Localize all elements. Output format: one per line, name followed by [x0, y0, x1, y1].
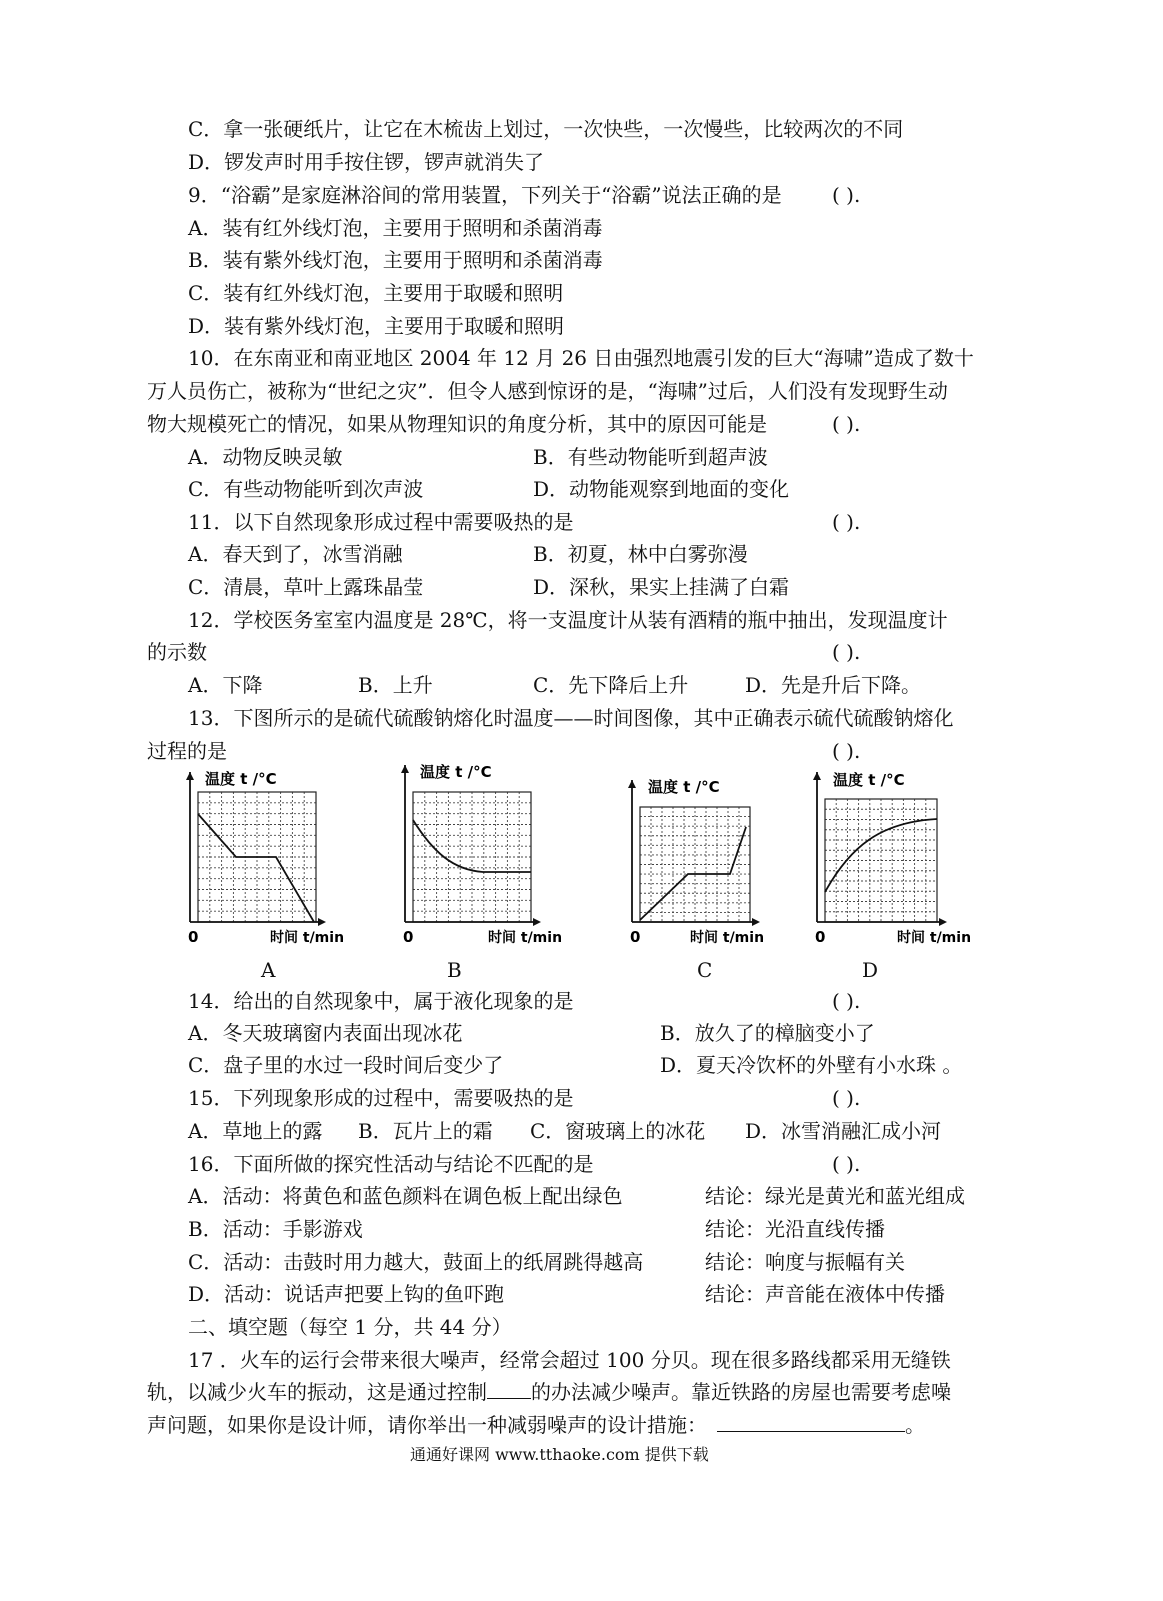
q10-option-d: D．动物能观察到地面的变化 — [533, 477, 790, 501]
graph-c-y-label: 温度 t /°C — [648, 778, 720, 796]
q16-option-d: D．活动：说话声把要上钩的鱼吓跑 — [188, 1282, 505, 1306]
graph-d-origin: 0 — [815, 928, 826, 946]
graph-d-x-arrow — [939, 918, 947, 926]
graph-a-label: A — [261, 958, 276, 982]
q17-stem-3 — [147, 1409, 925, 1441]
graph-c-y-arrow — [628, 780, 636, 788]
graph-b-origin: 0 — [403, 928, 414, 946]
q9-stem: 9．“浴霸”是家庭淋浴间的常用装置，下列关于“浴霸”说法正确的是 — [188, 183, 782, 207]
graph-a-y-label: 温度 t /°C — [205, 770, 277, 788]
graph-a-y-arrow — [186, 772, 194, 780]
q13-stem-2: 过程的是 — [147, 739, 227, 763]
graph-c-label: C — [697, 958, 713, 982]
graph-b-label: B — [447, 958, 462, 982]
q8-option-d: D．锣发声时用手按住锣，锣声就消失了 — [188, 150, 545, 174]
q17-blank-2[interactable] — [717, 1409, 905, 1432]
q12-answer-paren: ( ). — [832, 640, 861, 664]
q9-option-a: A．装有红外线灯泡，主要用于照明和杀菌消毒 — [188, 216, 603, 240]
q17-stem-2-before: 轨，以减少火车的振动，这是通过控制 — [147, 1380, 487, 1404]
q14-stem: 14．给出的自然现象中，属于液化现象的是 — [188, 989, 574, 1013]
graph-d-label: D — [862, 958, 879, 982]
q11-option-d: D．深秋，果实上挂满了白霜 — [533, 575, 790, 599]
q15-option-c: C．窗玻璃上的冰花 — [530, 1119, 706, 1143]
q17-stem-3-before: 声问题，如果你是设计师，请你举出一种减弱噪声的设计措施： — [147, 1413, 707, 1437]
q17-stem-2 — [147, 1376, 951, 1408]
q9-option-b: B．装有紫外线灯泡，主要用于照明和杀菌消毒 — [188, 248, 603, 272]
q9-option-d: D．装有紫外线灯泡，主要用于取暖和照明 — [188, 314, 565, 338]
q17-blank-1[interactable] — [487, 1376, 531, 1399]
graph-b-y-arrow — [401, 765, 409, 773]
q15-option-d: D．冰雪消融汇成小河 — [745, 1119, 942, 1143]
q12-stem-2: 的示数 — [147, 640, 207, 664]
page-footer: 通通好课网 www.tthaoke.com 提供下载 — [410, 1445, 709, 1464]
q12-option-a: A．下降 — [188, 673, 263, 697]
q15-answer-paren: ( ). — [832, 1086, 861, 1110]
q13-graphs — [0, 760, 1163, 980]
q10-stem-3: 物大规模死亡的情况，如果从物理知识的角度分析，其中的原因可能是 — [147, 412, 767, 436]
graph-c-origin: 0 — [630, 928, 641, 946]
q10-option-b: B．有些动物能听到超声波 — [533, 445, 768, 469]
q11-answer-paren: ( ). — [832, 510, 861, 534]
graph-b-y-label: 温度 t /°C — [420, 763, 492, 781]
q9-answer-paren: ( ). — [832, 183, 861, 207]
graph-c-x-label: 时间 t/min — [690, 930, 765, 946]
graph-d-y-label: 温度 t /°C — [833, 771, 905, 789]
q15-option-b: B．瓦片上的霜 — [358, 1119, 493, 1143]
q16-option-c: C．活动：击鼓时用力越大，鼓面上的纸屑跳得越高 — [188, 1250, 644, 1274]
q16-option-b: B．活动：手影游戏 — [188, 1217, 363, 1241]
q17-stem-1: 17 ．火车的运行会带来很大噪声，经常会超过 100 分贝。现在很多路线都采用无缝铁 — [188, 1348, 951, 1372]
q12-option-c: C．先下降后上升 — [533, 673, 689, 697]
graph-d-y-arrow — [813, 772, 821, 780]
q17-stem-2-after: 的办法减少噪声。靠近铁路的房屋也需要考虑噪 — [531, 1380, 951, 1404]
q12-option-b: B．上升 — [358, 673, 433, 697]
q8-option-c: C．拿一张硬纸片，让它在木梳齿上划过，一次快些，一次慢些，比较两次的不同 — [188, 117, 904, 141]
graph-a-x-label: 时间 t/min — [270, 930, 345, 946]
q11-option-a: A．春天到了，冰雪消融 — [188, 542, 403, 566]
q11-option-b: B．初夏，林中白雾弥漫 — [533, 542, 748, 566]
q16-option-a: A．活动：将黄色和蓝色颜料在调色板上配出绿色 — [188, 1184, 623, 1208]
q16-option-b-conclusion: 结论：光沿直线传播 — [705, 1217, 885, 1241]
graph-c-curve — [640, 827, 746, 920]
q13-answer-paren: ( ). — [832, 739, 861, 763]
graph-a-x-arrow — [318, 918, 326, 926]
q14-option-c: C．盘子里的水过一段时间后变少了 — [188, 1053, 504, 1077]
graph-d-x-label: 时间 t/min — [897, 930, 972, 946]
q12-option-d: D．先是升后下降。 — [745, 673, 922, 697]
q10-answer-paren: ( ). — [832, 412, 861, 436]
q14-answer-paren: ( ). — [832, 989, 861, 1013]
q14-option-d: D．夏天冷饮杯的外壁有小水珠 。 — [660, 1053, 963, 1077]
q9-option-c: C．装有红外线灯泡，主要用于取暖和照明 — [188, 281, 564, 305]
q14-option-a: A．冬天玻璃窗内表面出现冰花 — [188, 1021, 463, 1045]
q13-stem-1: 13．下图所示的是硫代硫酸钠熔化时温度——时间图像，其中正确表示硫代硫酸钠熔化 — [188, 706, 954, 730]
q17-stem-3-after: 。 — [905, 1413, 925, 1437]
q16-answer-paren: ( ). — [832, 1152, 861, 1176]
q10-option-a: A．动物反映灵敏 — [188, 445, 343, 469]
q11-stem: 11．以下自然现象形成过程中需要吸热的是 — [188, 510, 574, 534]
graph-c-x-arrow — [752, 918, 760, 926]
graph-b-x-label: 时间 t/min — [488, 930, 563, 946]
q14-option-b: B．放久了的樟脑变小了 — [660, 1021, 875, 1045]
graph-b-x-arrow — [533, 918, 541, 926]
graph-a-origin: 0 — [188, 928, 199, 946]
q11-option-c: C．清晨，草叶上露珠晶莹 — [188, 575, 424, 599]
q16-stem: 16．下面所做的探究性活动与结论不匹配的是 — [188, 1152, 594, 1176]
q15-option-a: A．草地上的露 — [188, 1119, 323, 1143]
q15-stem: 15．下列现象形成的过程中，需要吸热的是 — [188, 1086, 574, 1110]
q16-option-d-conclusion: 结论：声音能在液体中传播 — [705, 1282, 945, 1306]
q16-option-a-conclusion: 结论：绿光是黄光和蓝光组成 — [705, 1184, 965, 1208]
q10-stem-2: 万人员伤亡，被称为“世纪之灾”．但令人感到惊讶的是，“海啸”过后，人们没有发现野生动 — [147, 379, 948, 403]
q16-option-c-conclusion: 结论：响度与振幅有关 — [705, 1250, 905, 1274]
q12-stem-1: 12．学校医务室室内温度是 28℃，将一支温度计从装有酒精的瓶中抽出，发现温度计 — [188, 608, 948, 632]
section-2-heading: 二、填空题（每空 1 分，共 44 分） — [188, 1315, 512, 1339]
q10-option-c: C．有些动物能听到次声波 — [188, 477, 424, 501]
q10-stem-1: 10．在东南亚和南亚地区 2004 年 12 月 26 日由强烈地震引发的巨大“海啸”造成了数十 — [188, 346, 974, 370]
